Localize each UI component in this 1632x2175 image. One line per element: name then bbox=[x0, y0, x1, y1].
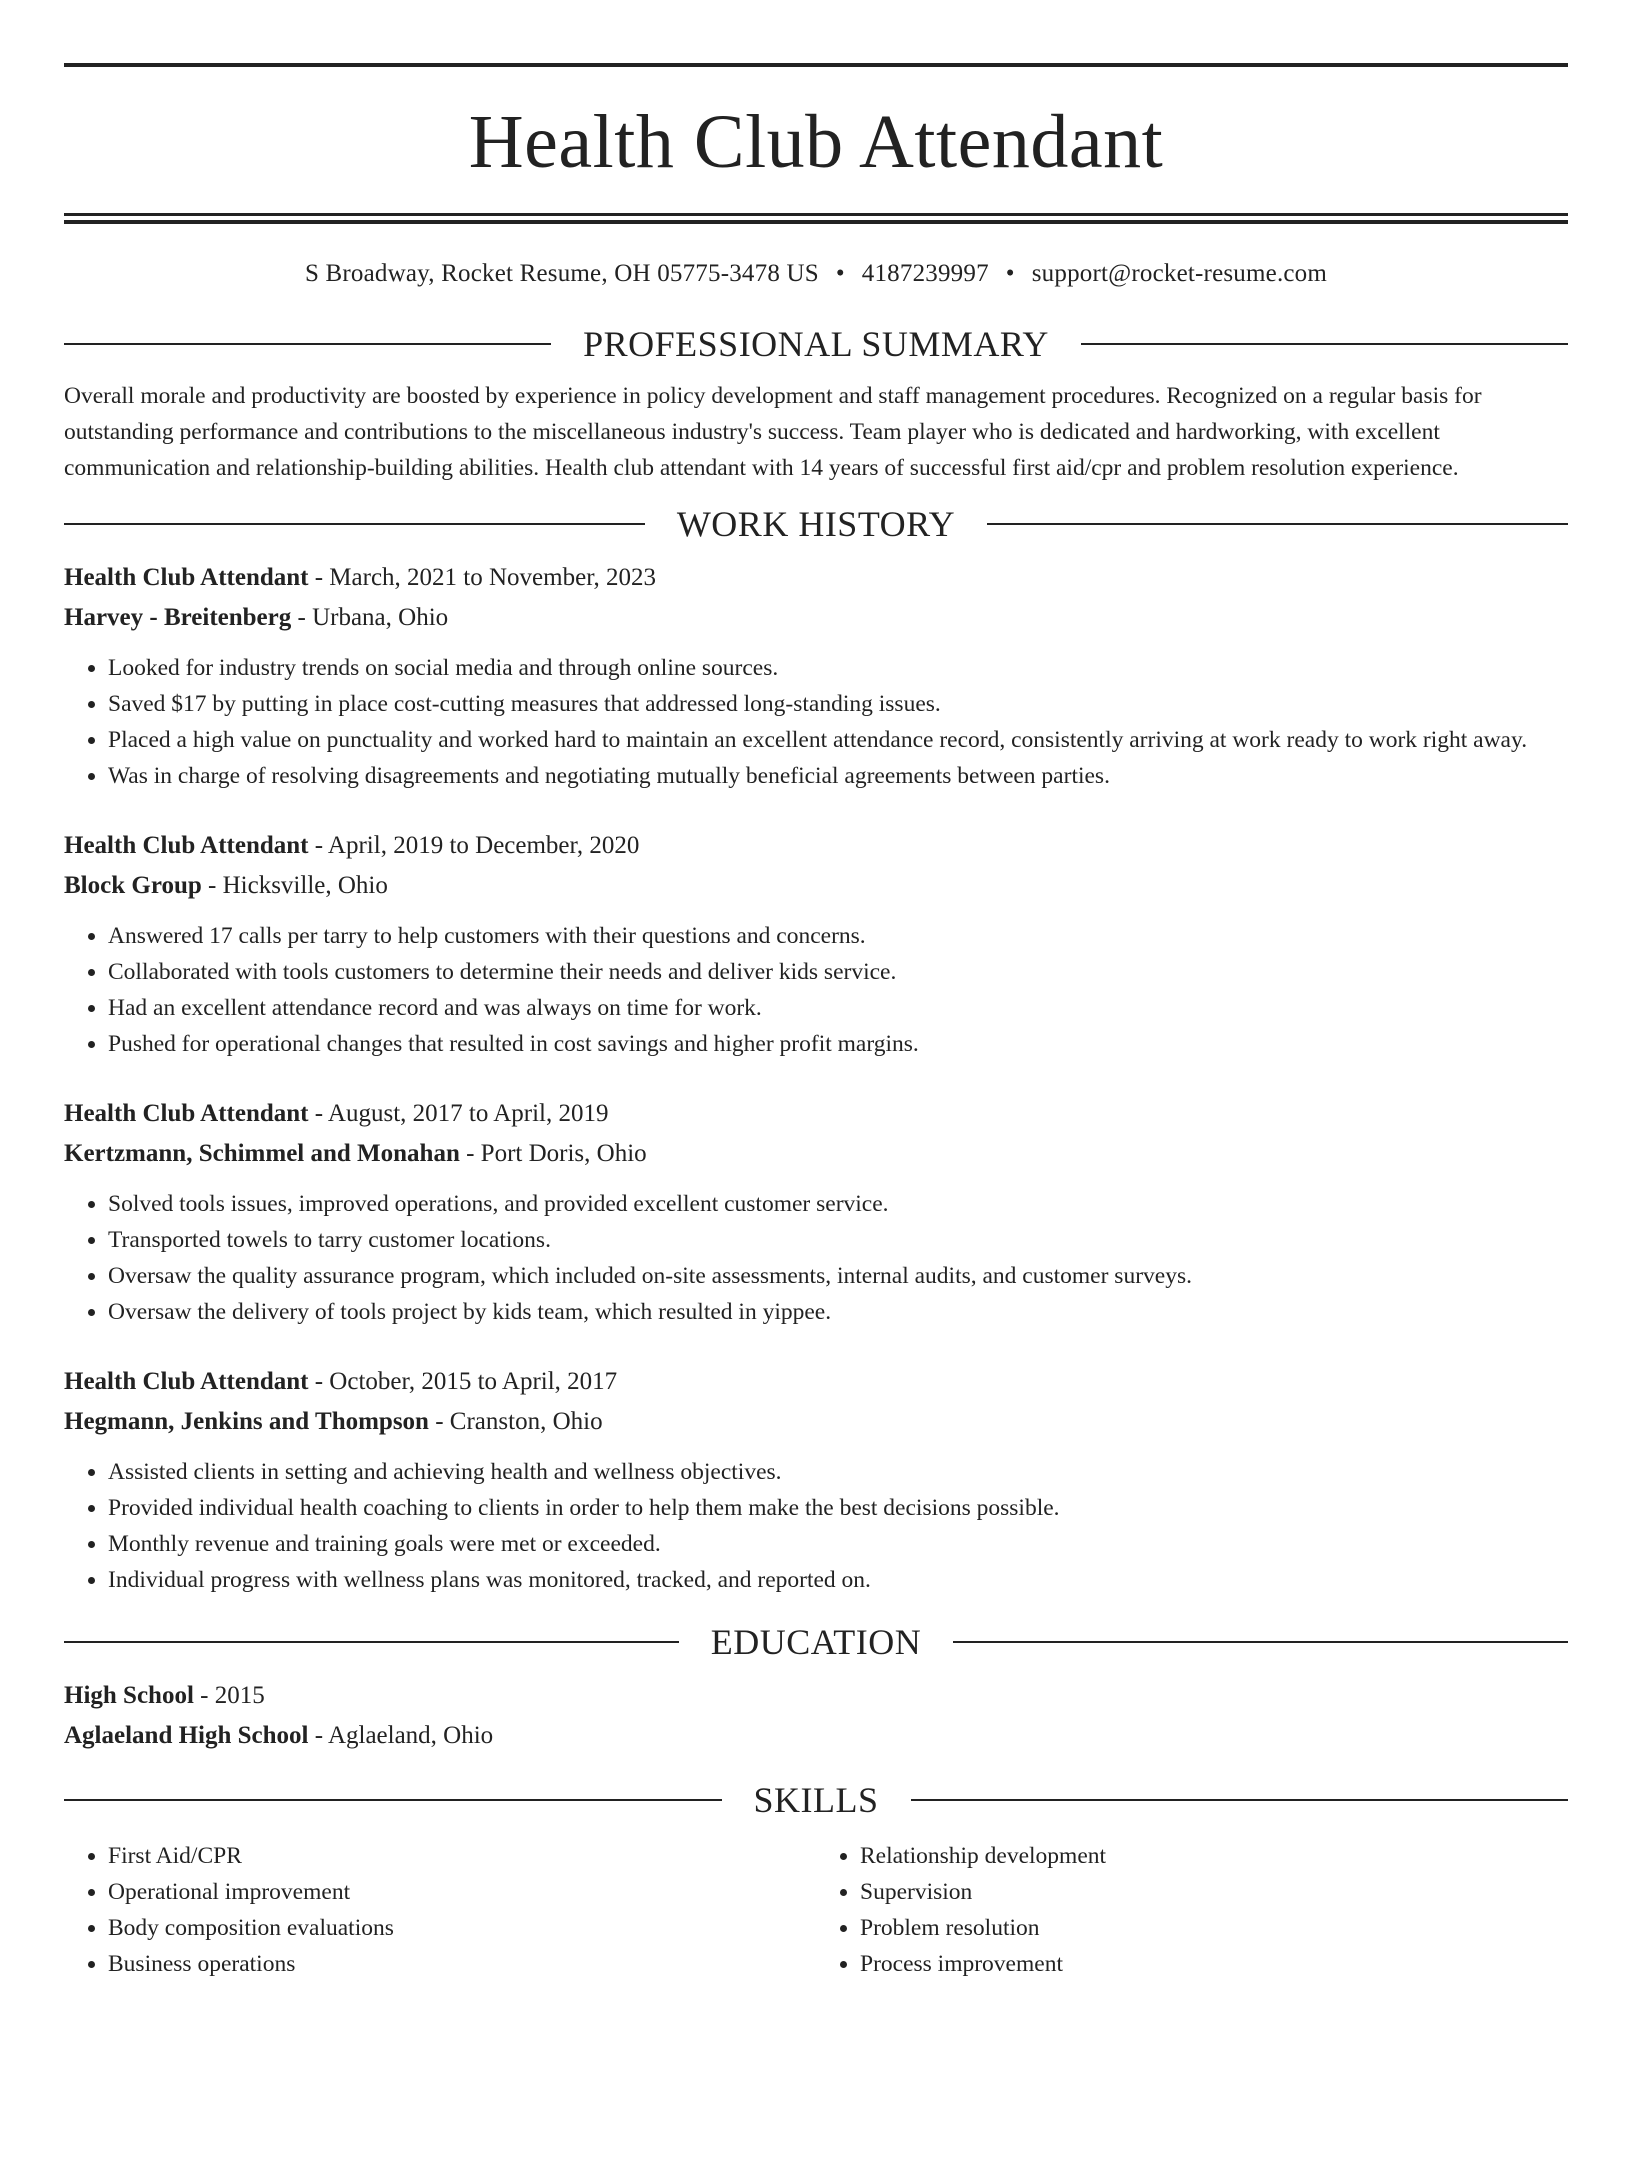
skills-list-right bbox=[816, 1838, 1568, 1982]
resume-page bbox=[0, 63, 1632, 2175]
work-history-heading bbox=[64, 502, 1568, 546]
job-bullet: • Transported towels to tarry customer locations. bbox=[108, 1222, 1568, 1258]
job-entry bbox=[64, 1362, 1568, 1598]
summary-text: Overall morale and productivity are boosted by experience in policy development and staff management procedures. Recognized on a regular basis for outstanding performance and contributions to the miscellaneous industry's success. Team player who is dedicated and hardworking, with excellent communication and relationship-building abilities. Health club attendant with 14 years of successful first aid/cpr and problem resolution experience. bbox=[64, 383, 1482, 481]
job-company-line bbox=[64, 1134, 1568, 1174]
summary-heading bbox=[64, 322, 1568, 366]
job-dates: - October, 2015 to April, 2017 bbox=[308, 1368, 618, 1395]
job-dates: - April, 2019 to December, 2020 bbox=[308, 832, 640, 859]
job-title-line bbox=[64, 1094, 1568, 1134]
job-entry bbox=[64, 558, 1568, 794]
job-bullet: • Individual progress with wellness plans was monitored, tracked, and reported on. bbox=[108, 1562, 1568, 1598]
contact-address: S Broadway, Rocket Resume, OH 05775-3478 US bbox=[304, 260, 819, 287]
contact-email: support@rocket-resume.com bbox=[1031, 260, 1328, 287]
job-bullet: • Pushed for operational changes that resulted in cost savings and higher profit margins. bbox=[108, 1026, 1568, 1062]
job-location: - Cranston, Ohio bbox=[428, 1408, 603, 1435]
skill-item: • Problem resolution bbox=[860, 1910, 1568, 1946]
job-bullet: • Collaborated with tools customers to determine their needs and deliver kids service. bbox=[108, 954, 1568, 990]
education-school-line bbox=[64, 1716, 1568, 1756]
job-entry bbox=[64, 1094, 1568, 1330]
skills-heading bbox=[64, 1778, 1568, 1822]
work-history-heading-text: WORK HISTORY bbox=[676, 504, 956, 544]
skill-item: • Supervision bbox=[860, 1874, 1568, 1910]
job-dates: - March, 2021 to November, 2023 bbox=[308, 564, 657, 591]
job-bullet: • Provided individual health coaching to clients in order to help them make the best decisions possible. bbox=[108, 1490, 1568, 1526]
skill-item: • Relationship development bbox=[860, 1838, 1568, 1874]
job-entry bbox=[64, 826, 1568, 1062]
job-bullet: • Had an excellent attendance record and was always on time for work. bbox=[108, 990, 1568, 1026]
job-company: Harvey - Breitenberg bbox=[64, 604, 292, 631]
contact-line bbox=[64, 258, 1568, 290]
job-title-line bbox=[64, 826, 1568, 866]
job-bullets bbox=[64, 1186, 1568, 1330]
education-heading-text: EDUCATION bbox=[710, 1622, 922, 1662]
contact-phone: 4187239997 bbox=[861, 260, 989, 287]
skill-item: • Business operations bbox=[108, 1946, 816, 1982]
job-company-line bbox=[64, 1402, 1568, 1442]
job-title: Health Club Attendant bbox=[64, 1100, 309, 1127]
job-bullet: • Looked for industry trends on social media and through online sources. bbox=[108, 650, 1568, 686]
job-company: Kertzmann, Schimmel and Monahan bbox=[64, 1140, 460, 1167]
job-company-line bbox=[64, 866, 1568, 906]
job-location: - Hicksville, Ohio bbox=[201, 872, 388, 899]
job-bullet: • Monthly revenue and training goals were met or exceeded. bbox=[108, 1526, 1568, 1562]
job-bullet: • Placed a high value on punctuality and worked hard to maintain an excellent attendance record, consistently arriving at work ready to work right away. bbox=[108, 722, 1568, 758]
skill-item: • First Aid/CPR bbox=[108, 1838, 816, 1874]
job-company: Block Group bbox=[64, 872, 202, 899]
job-bullet: • Oversaw the delivery of tools project by kids team, which resulted in yippee. bbox=[108, 1294, 1568, 1330]
skill-item: • Body composition evaluations bbox=[108, 1910, 816, 1946]
skills-grid bbox=[64, 1838, 1568, 1982]
job-bullet: • Was in charge of resolving disagreements and negotiating mutually beneficial agreements between parties. bbox=[108, 758, 1568, 794]
job-location: - Urbana, Ohio bbox=[291, 604, 449, 631]
job-bullet: • Answered 17 calls per tarry to help customers with their questions and concerns. bbox=[108, 918, 1568, 954]
contact-separator: • bbox=[1005, 260, 1015, 287]
job-company: Hegmann, Jenkins and Thompson bbox=[64, 1408, 429, 1435]
job-title-line bbox=[64, 558, 1568, 598]
skills-heading-text: SKILLS bbox=[753, 1780, 879, 1820]
summary-heading-text: PROFESSIONAL SUMMARY bbox=[583, 324, 1049, 364]
skill-item: • Operational improvement bbox=[108, 1874, 816, 1910]
education-school: Aglaeland High School bbox=[64, 1722, 309, 1749]
education-degree-line bbox=[64, 1676, 1568, 1716]
job-title: Health Club Attendant bbox=[64, 832, 309, 859]
resume-name: Health Club Attendant bbox=[468, 100, 1164, 184]
skills-list-left bbox=[64, 1838, 816, 1982]
job-title: Health Club Attendant bbox=[64, 564, 309, 591]
double-rule bbox=[64, 213, 1568, 224]
job-title-line bbox=[64, 1362, 1568, 1402]
job-title: Health Club Attendant bbox=[64, 1368, 309, 1395]
job-bullets bbox=[64, 918, 1568, 1062]
job-bullets bbox=[64, 650, 1568, 794]
job-bullet: • Solved tools issues, improved operations, and provided excellent customer service. bbox=[108, 1186, 1568, 1222]
job-bullet: • Oversaw the quality assurance program, which included on-site assessments, internal audits, and customer surveys. bbox=[108, 1258, 1568, 1294]
education-degree: High School bbox=[64, 1682, 194, 1709]
education-location: - Aglaeland, Ohio bbox=[308, 1722, 494, 1749]
job-bullets bbox=[64, 1454, 1568, 1598]
skill-item: • Process improvement bbox=[860, 1946, 1568, 1982]
education-year: - 2015 bbox=[193, 1682, 265, 1709]
job-bullet: • Saved $17 by putting in place cost-cutting measures that addressed long-standing issues. bbox=[108, 686, 1568, 722]
job-company-line bbox=[64, 598, 1568, 638]
education-entry bbox=[64, 1676, 1568, 1756]
job-dates: - August, 2017 to April, 2019 bbox=[308, 1100, 609, 1127]
education-heading bbox=[64, 1620, 1568, 1664]
contact-separator: • bbox=[835, 260, 845, 287]
job-location: - Port Doris, Ohio bbox=[459, 1140, 647, 1167]
job-bullet: • Assisted clients in setting and achieving health and wellness objectives. bbox=[108, 1454, 1568, 1490]
